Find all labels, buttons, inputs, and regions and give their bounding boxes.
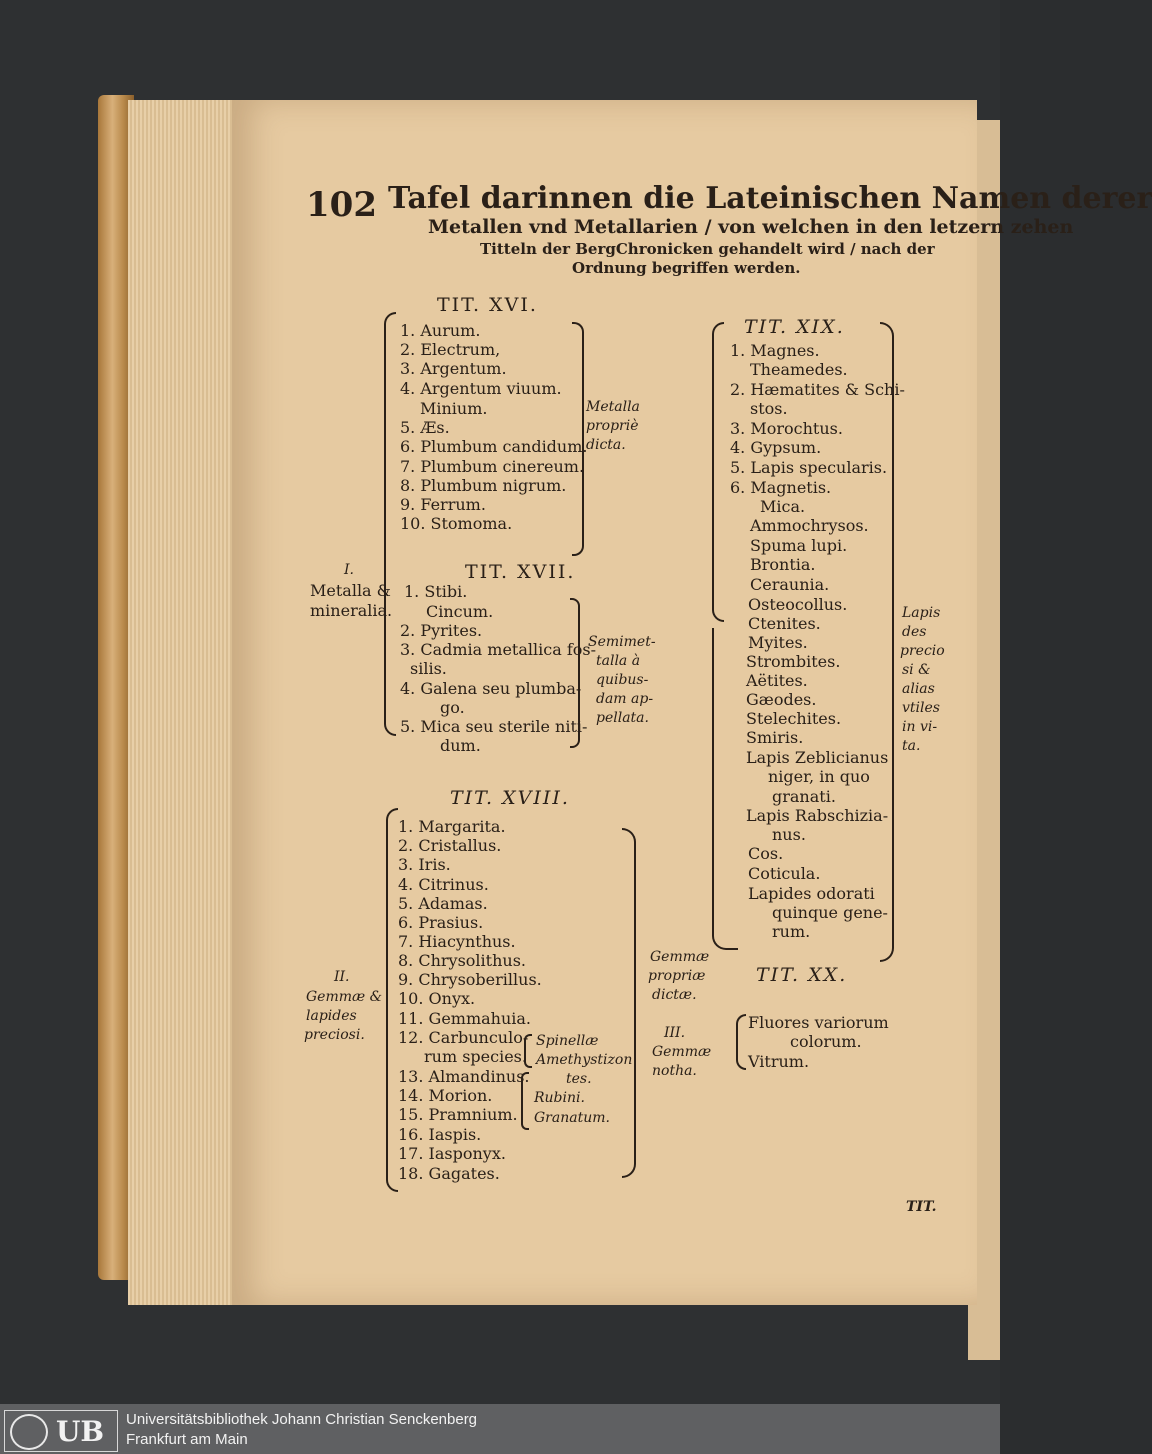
tit-17-item: 5. Mica seu sterile niti-: [400, 717, 588, 736]
tit-19-item: Stelechites.: [746, 709, 842, 728]
tit-16-item: 1. Aurum.: [400, 321, 481, 340]
tit-17-item: silis.: [410, 659, 447, 678]
tit-18-item: 12. Carbunculo-: [398, 1028, 529, 1047]
tit-18-note-b: III.: [664, 1025, 686, 1041]
library-seal-icon: [10, 1414, 48, 1450]
tit-19-item: Theamedes.: [750, 360, 848, 379]
tit-16-note: dicta.: [586, 437, 626, 453]
tit-18-item: 8. Chrysolithus.: [398, 951, 526, 970]
title-line-1: Tafel darinnen die Lateinischen Namen derer: [388, 181, 1152, 216]
tit-19-item: Lapides odorati: [748, 884, 875, 903]
tit-16-item: Minium.: [420, 399, 488, 418]
tit-16-item: 2. Electrum,: [400, 340, 501, 359]
group-1-label-1: Metalla &: [310, 581, 391, 600]
tit-16-note: propriè: [586, 418, 639, 434]
tit-19-item: Ammochrysos.: [750, 516, 869, 535]
tit-18-item: 16. Iaspis.: [398, 1125, 482, 1144]
footer-institution: Universitätsbibliothek Johann Christian Senckenberg: [126, 1411, 478, 1428]
tit-19-item: Cos.: [748, 844, 784, 863]
tit-19-item: 6. Magnetis.: [730, 478, 832, 497]
tit-18-note-b: notha.: [652, 1063, 697, 1079]
tit-20-brace: [736, 1014, 746, 1070]
tit-16-brace: [572, 322, 584, 556]
tit-19-item: stos.: [750, 399, 788, 418]
tit-19-item: Coticula.: [748, 864, 821, 883]
tit-18-item: rum species.: [424, 1047, 527, 1066]
tit-18-item: 6. Prasius.: [398, 913, 484, 932]
tit-18-item: 5. Adamas.: [398, 894, 488, 913]
tit-19-item: Lapis Rabschizia-: [746, 806, 889, 825]
tit-18-item: 15. Pramnium.: [398, 1105, 518, 1124]
tit-20-heading: TIT. XX.: [756, 964, 848, 986]
tit-18-sub-note: Rubini.: [534, 1090, 585, 1106]
tit-20-item: Fluores variorum: [748, 1013, 889, 1032]
tit-18-heading: TIT. XVIII.: [450, 787, 570, 809]
tit-19-note: precio: [900, 643, 945, 659]
tit-17-item: 2. Pyrites.: [400, 621, 483, 640]
group-1-number: I.: [344, 562, 354, 578]
tit-16-heading: TIT. XVI.: [437, 294, 538, 316]
tit-19-item: 3. Morochtus.: [730, 419, 843, 438]
title-line-4: Ordnung begriffen werden.: [572, 259, 801, 277]
tit-17-item: 4. Galena seu plumba-: [400, 679, 582, 698]
group-1-label-2: mineralia.: [310, 601, 393, 620]
tit-19-item: quinque gene-: [772, 903, 888, 922]
tit-19-note: alias: [902, 681, 935, 697]
tit-18-note-a: Gemmæ: [650, 949, 710, 965]
tit-17-note: dam ap-: [596, 691, 654, 707]
group-2-number: II.: [334, 969, 350, 985]
tit-16-item: 5. Æs.: [400, 418, 450, 437]
title-line-2: Metallen vnd Metallarien / von welchen in den letzern zehen: [428, 216, 1074, 238]
tit-18-sub-note: tes.: [566, 1071, 592, 1087]
tit-18-item: 13. Almandinus.: [398, 1067, 530, 1086]
tit-18-sub-note: Granatum.: [534, 1110, 610, 1126]
tit-17-note: quibus-: [596, 672, 649, 688]
tit-17-note: pellata.: [596, 710, 649, 726]
tit-19-note: in vi-: [902, 719, 938, 735]
tit-18-item: 14. Morion.: [398, 1086, 493, 1105]
tit-18-sub-brace-2: [521, 1072, 529, 1130]
tit-20-item: colorum.: [790, 1032, 862, 1051]
tit-16-item: 4. Argentum viuum.: [400, 379, 562, 398]
tit-19-item: Osteocollus.: [748, 595, 848, 614]
catchword: TIT.: [906, 1199, 937, 1215]
tit-18-item: 4. Citrinus.: [398, 875, 489, 894]
tit-19-item: niger, in quo: [768, 767, 870, 786]
tit-19-item: Ceraunia.: [750, 575, 830, 594]
tit-18-item: 17. Iasponyx.: [398, 1144, 506, 1163]
tit-17-item: 3. Cadmia metallica fos-: [400, 640, 597, 659]
tit-16-item: 7. Plumbum cinereum.: [400, 457, 585, 476]
tit-19-left-brace-1: [712, 322, 724, 622]
tit-16-item: 3. Argentum.: [400, 359, 507, 378]
tit-19-item: Gæodes.: [746, 690, 817, 709]
group-2-label-1: Gemmæ &: [306, 989, 383, 1005]
tit-19-note: ta.: [902, 738, 921, 754]
tit-17-item: 1. Stibi.: [404, 582, 468, 601]
tit-18-item: 2. Cristallus.: [398, 836, 502, 855]
tit-19-item: Spuma lupi.: [750, 536, 848, 555]
tit-17-note: talla à: [596, 653, 641, 669]
tit-16-item: 6. Plumbum candidum.: [400, 437, 588, 456]
page-number: 102: [306, 185, 377, 225]
tit-17-brace: [570, 598, 580, 748]
tit-16-item: 8. Plumbum nigrum.: [400, 476, 567, 495]
tit-18-item: 18. Gagates.: [398, 1164, 500, 1183]
tit-18-note-a: dictæ.: [652, 987, 697, 1003]
tit-19-note: vtiles: [902, 700, 940, 716]
tit-20-item: Vitrum.: [748, 1052, 810, 1071]
tit-19-item: 5. Lapis specularis.: [730, 458, 888, 477]
tit-19-item: rum.: [772, 922, 811, 941]
tit-18-item: 10. Onyx.: [398, 989, 476, 1008]
tit-18-sub-brace-1: [524, 1034, 532, 1068]
tit-17-heading: TIT. XVII.: [465, 561, 576, 583]
tit-16-note: Metalla: [586, 399, 640, 415]
tit-17-item: go.: [440, 698, 465, 717]
tit-18-note-b: Gemmæ: [652, 1044, 712, 1060]
tit-18-right-brace: [622, 828, 636, 1178]
tit-18-item: 3. Iris.: [398, 855, 451, 874]
tit-18-left-brace: [386, 808, 398, 1192]
tit-18-item: 11. Gemmahuia.: [398, 1009, 532, 1028]
tit-17-item: Cincum.: [426, 602, 494, 621]
tit-19-item: granati.: [772, 787, 836, 806]
tit-19-note: des: [902, 624, 927, 640]
page-stack: [128, 100, 238, 1305]
tit-19-item: Lapis Zeblicianus: [746, 748, 889, 767]
tit-19-item: Ctenites.: [748, 614, 821, 633]
tit-19-item: Mica.: [760, 497, 806, 516]
group-2-label-2: lapides: [306, 1008, 357, 1024]
tit-18-item: 1. Margarita.: [398, 817, 506, 836]
tit-16-item: 10. Stomoma.: [400, 514, 513, 533]
tit-17-item: dum.: [440, 736, 481, 755]
tit-19-item: Strombites.: [746, 652, 841, 671]
footer-city: Frankfurt am Main: [126, 1431, 248, 1448]
tit-18-sub-note: Amethystizon: [536, 1052, 633, 1068]
tit-18-item: 7. Hiacynthus.: [398, 932, 516, 951]
group-2-label-3: preciosi.: [304, 1027, 365, 1043]
tit-19-item: nus.: [772, 825, 806, 844]
tit-18-item: 9. Chrysoberillus.: [398, 970, 542, 989]
tit-19-left-brace-2: [712, 628, 738, 950]
tit-19-item: Smiris.: [746, 728, 804, 747]
tit-19-item: Myites.: [748, 633, 808, 652]
title-line-3: Titteln der BergChronicken gehandelt wird / nach der: [480, 240, 935, 258]
tit-19-right-brace: [880, 322, 894, 962]
tit-19-heading: TIT. XIX.: [744, 316, 845, 338]
tit-18-note-a: propriæ: [648, 968, 706, 984]
group-1-brace: [384, 312, 396, 736]
tit-19-item: Aëtites.: [746, 671, 808, 690]
tit-19-item: 4. Gypsum.: [730, 438, 822, 457]
tit-16-item: 9. Ferrum.: [400, 495, 486, 514]
tit-19-item: 1. Magnes.: [730, 341, 820, 360]
tit-18-sub-note: Spinellæ: [536, 1033, 599, 1049]
tit-19-item: 2. Hæmatites & Schi-: [730, 380, 905, 399]
library-logo-text: UB: [56, 1415, 105, 1448]
tit-17-note: Semimet-: [588, 634, 656, 650]
tit-19-note: si &: [902, 662, 931, 678]
tit-19-item: Brontia.: [750, 555, 816, 574]
tit-19-note: Lapis: [902, 605, 941, 621]
